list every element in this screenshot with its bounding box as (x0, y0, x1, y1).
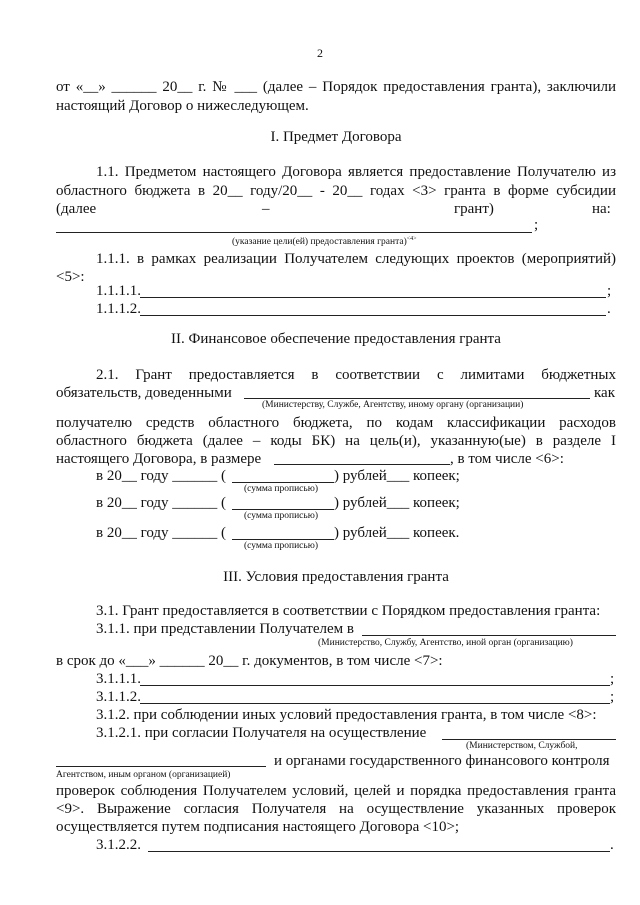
clause-3-1-2: 3.1.2. при соблюдении иных условий предоставления гранта, в том числе <8>: (96, 707, 597, 723)
clause-2-1-line-3: получателю средств областного бюджета, по кодам классификации расходов (56, 415, 616, 431)
goal-caption-footnote: <4> (406, 236, 417, 242)
clause-2-1-line-5a: настоящего Договора, в размере (56, 451, 262, 467)
clause-3-1-1-line-1: 3.1.1. при представлении Получателем в (96, 621, 354, 637)
clause-1-1-line-3a: (далее (56, 201, 97, 217)
clause-3-1-2-1-line-5: осуществляется путем подписания настоящего Договора <10>; (56, 819, 460, 835)
item-3-1-1-1-blank (140, 685, 610, 686)
goal-caption: (указание цели(ей) предоставления гранта)$^{<4>}$ (232, 236, 417, 248)
page-number: 2 (317, 46, 323, 60)
authority-caption: (Министерству, Службе, Агентству, иному органу (организации) (262, 400, 524, 410)
clause-3-1-2-1-line-2: и органами государственного финансового контроля (274, 753, 610, 769)
year-row-suffix: ) рублей___ копеек. (334, 525, 460, 541)
goal-line-end: ; (534, 217, 539, 233)
year-row-sum-blank (232, 482, 334, 483)
year-row-sum-blank (232, 539, 334, 540)
intro-line-1: от «__» ______ 20__ г. № ___ (далее – Порядок предоставления гранта), заключили (56, 79, 616, 95)
item-3-1-1-2-blank (140, 703, 610, 704)
section-2-heading: II. Финансовое обеспечение предоставления гранта (171, 331, 501, 347)
amount-blank-line (274, 464, 450, 465)
year-row-suffix: ) рублей___ копеек; (334, 468, 460, 484)
control-authority-caption: (Министерством, Службой, (466, 741, 578, 751)
item-1-1-1-1-blank (140, 297, 606, 298)
section-1-heading: I. Предмет Договора (270, 129, 402, 145)
clause-3-1-2-1-line-3: проверок соблюдения Получателем условий, целей и порядка предоставления гранта (56, 783, 616, 799)
clause-2-1-line-2b: как (594, 385, 616, 401)
year-row-caption: (сумма прописью) (244, 511, 318, 521)
year-row-prefix: в 20__ году ______ ( (96, 495, 227, 511)
item-1-1-1-1-label: 1.1.1.1. (96, 283, 141, 299)
goal-blank-line (56, 232, 532, 233)
clause-2-1-line-4: областного бюджета (далее – коды БК) на цель(и), указанную(ые) в разделе I (56, 433, 616, 449)
year-row-sum-blank (232, 509, 334, 510)
item-3-1-1-1-label: 3.1.1.1. (96, 671, 141, 687)
clause-1-1-line-3d: на: (592, 201, 611, 217)
intro-line-2: настоящий Договор о нижеследующем. (56, 98, 309, 114)
item-1-1-1-2-blank (140, 315, 606, 316)
clause-3-1-2-1-line-4: <9>. Выражение согласия Получателя на осуществление указанных проверок (56, 801, 616, 817)
item-1-1-1-1-end: ; (607, 283, 612, 299)
clause-1-1-line-3b: – (262, 201, 270, 217)
control-authority-caption-2: Агентством, иным органом (организацией) (56, 770, 231, 780)
year-row-prefix: в 20__ году ______ ( (96, 468, 227, 484)
clause-1-1-1-line-2: <5>: (56, 269, 85, 285)
recipient-authority-blank (362, 635, 616, 636)
year-row-suffix: ) рублей___ копеек; (334, 495, 460, 511)
section-3-heading: III. Условия предоставления гранта (223, 569, 449, 585)
control-authority-blank-1 (442, 739, 616, 740)
clause-1-1-1-line-1: 1.1.1. в рамках реализации Получателем следующих проектов (мероприятий) (96, 251, 616, 267)
clause-2-1-line-5b: , в том числе <6>: (450, 451, 564, 467)
clause-3-1-1-line-2: в срок до «___» ______ 20__ г. документов, в том числе <7>: (56, 653, 443, 669)
item-1-1-1-2-label: 1.1.1.2. (96, 301, 141, 317)
item-3-1-2-2-blank (148, 851, 610, 852)
clause-2-1-line-2a: обязательств, доведенными (56, 385, 232, 401)
year-row-prefix: в 20__ году ______ ( (96, 525, 227, 541)
clause-1-1-line-3c: грант) (454, 201, 494, 217)
recipient-authority-caption: (Министерство, Службу, Агентство, иной орган (организацию) (318, 638, 573, 648)
item-3-1-1-1-end: ; (610, 671, 615, 687)
clause-1-1-line-1: 1.1. Предметом настоящего Договора является предоставление Получателю из (96, 164, 616, 180)
clause-2-1-line-1: 2.1. Грант предоставляется в соответствии с лимитами бюджетных (96, 367, 616, 383)
item-3-1-1-2-label: 3.1.1.2. (96, 689, 141, 705)
item-3-1-2-2-end: . (610, 837, 614, 853)
year-row-caption: (сумма прописью) (244, 484, 318, 494)
item-3-1-2-2-label: 3.1.2.2. (96, 837, 141, 853)
authority-blank-line (244, 398, 590, 399)
clause-3-1: 3.1. Грант предоставляется в соответствии с Порядком предоставления гранта: (96, 603, 601, 619)
clause-3-1-2-1-line-1: 3.1.2.1. при согласии Получателя на осуществление (96, 725, 427, 741)
item-3-1-1-2-end: ; (610, 689, 615, 705)
clause-1-1-line-2: областного бюджета в 20__ году/20__ - 20__ годах <3> гранта в форме субсидии (56, 183, 616, 199)
item-1-1-1-2-end: . (607, 301, 611, 317)
year-row-caption: (сумма прописью) (244, 541, 318, 551)
control-authority-blank-2 (56, 766, 266, 767)
